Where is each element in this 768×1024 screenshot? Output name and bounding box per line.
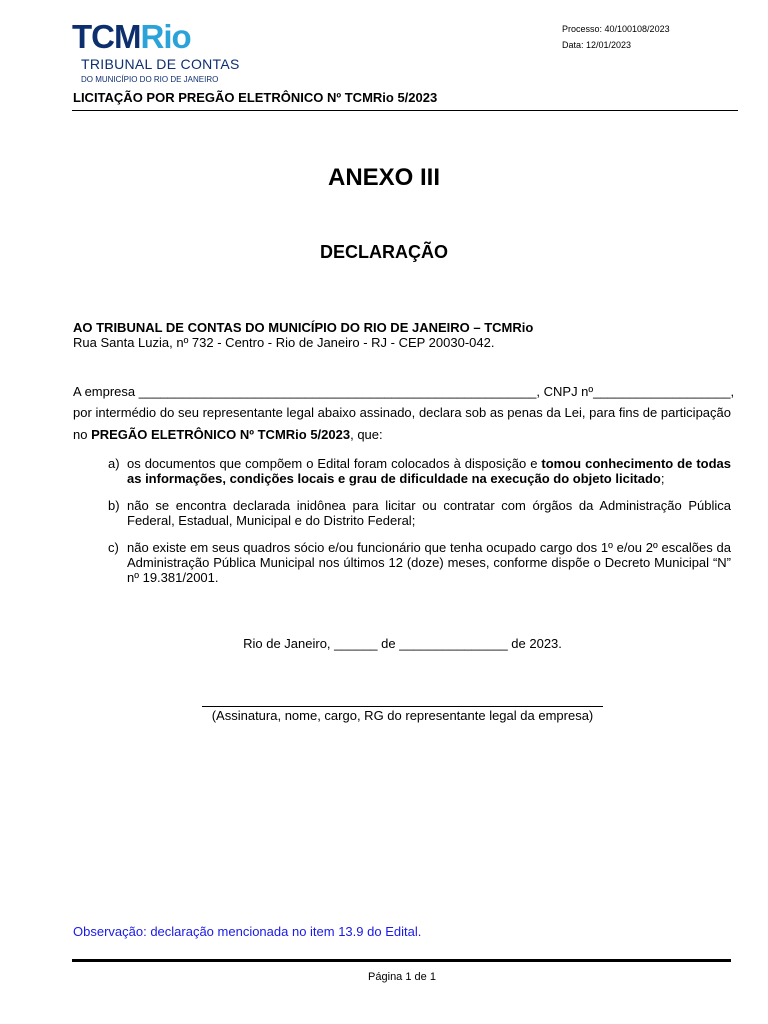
body-line-3 [73,427,383,442]
addressee-name: AO TRIBUNAL DE CONTAS DO MUNICÍPIO DO RIO DE JANEIRO – TCMRio [73,320,534,335]
observation-note: Observação: declaração mencionada no item 13.9 do Edital. [73,924,422,939]
company-line: A empresa _______________________________________________________, CNPJ nº___________________, [73,384,735,399]
addressee-address: Rua Santa Luzia, nº 732 - Centro - Rio de Janeiro - RJ - CEP 20030-042. [73,335,495,350]
body-line-2: por intermédio do seu representante legal abaixo assinado, declara sob as penas da Lei, para fins de participação [73,405,731,420]
date-line: Rio de Janeiro, ______ de _______________ de 2023. [243,636,562,651]
body-line-3-bold: PREGÃO ELETRÔNICO Nº TCMRio 5/2023 [91,427,351,442]
logo-wordmark-rio: Rio [140,18,191,55]
logo-wordmark-tcm: TCM [72,18,141,55]
body-line-3-prefix: no [73,427,92,442]
page-number: Página 1 de 1 [368,971,436,983]
footer-divider [72,959,731,962]
body-line-3-suffix: , que: [350,427,383,442]
item-a-text-bold: tomou conhecimento de todas as informações, condições locais e grau de dificuldade na execução do objeto licitado [127,456,731,486]
item-c-text: não existe em seus quadros sócio e/ou funcionário que tenha ocupado cargo dos 1º e/ou 2º escalões da Administração Pública Municipal nos últimos 12 (doze) meses, conforme dispõe o Decreto Municipal “N” nº 19.381/2001. [127,540,731,585]
item-b-letter: b) [108,498,120,513]
annex-title: ANEXO III [327,164,441,191]
logo-subtitle-line1: TRIBUNAL DE CONTAS [81,56,240,72]
item-a-letter: a) [108,456,120,471]
item-c-letter: c) [108,540,119,555]
tcmrio-logo [72,16,191,58]
logo-subtitle-line2: DO MUNICÍPIO DO RIO DE JANEIRO [81,75,219,84]
item-b-text: não se encontra declarada inidônea para licitar ou contratar com órgãos da Administração Pública Federal, Estadual, Municipal e do Distrito Federal; [127,498,731,528]
item-a-text-plain: os documentos que compõem o Edital foram colocados à disposição e [127,456,542,471]
item-a-text-end: ; [660,471,665,486]
declaration-title: DECLARAÇÃO [320,242,448,262]
process-number: Processo: 40/100108/2023 [562,24,670,34]
item-a-text [127,456,731,486]
signature-caption: (Assinatura, nome, cargo, RG do representante legal da empresa) [211,708,594,723]
header-title: LICITAÇÃO POR PREGÃO ELETRÔNICO Nº TCMRio 5/2023 [73,90,438,105]
process-date: Data: 12/01/2023 [562,40,632,50]
header-divider [72,110,738,111]
signature-line [202,706,603,707]
